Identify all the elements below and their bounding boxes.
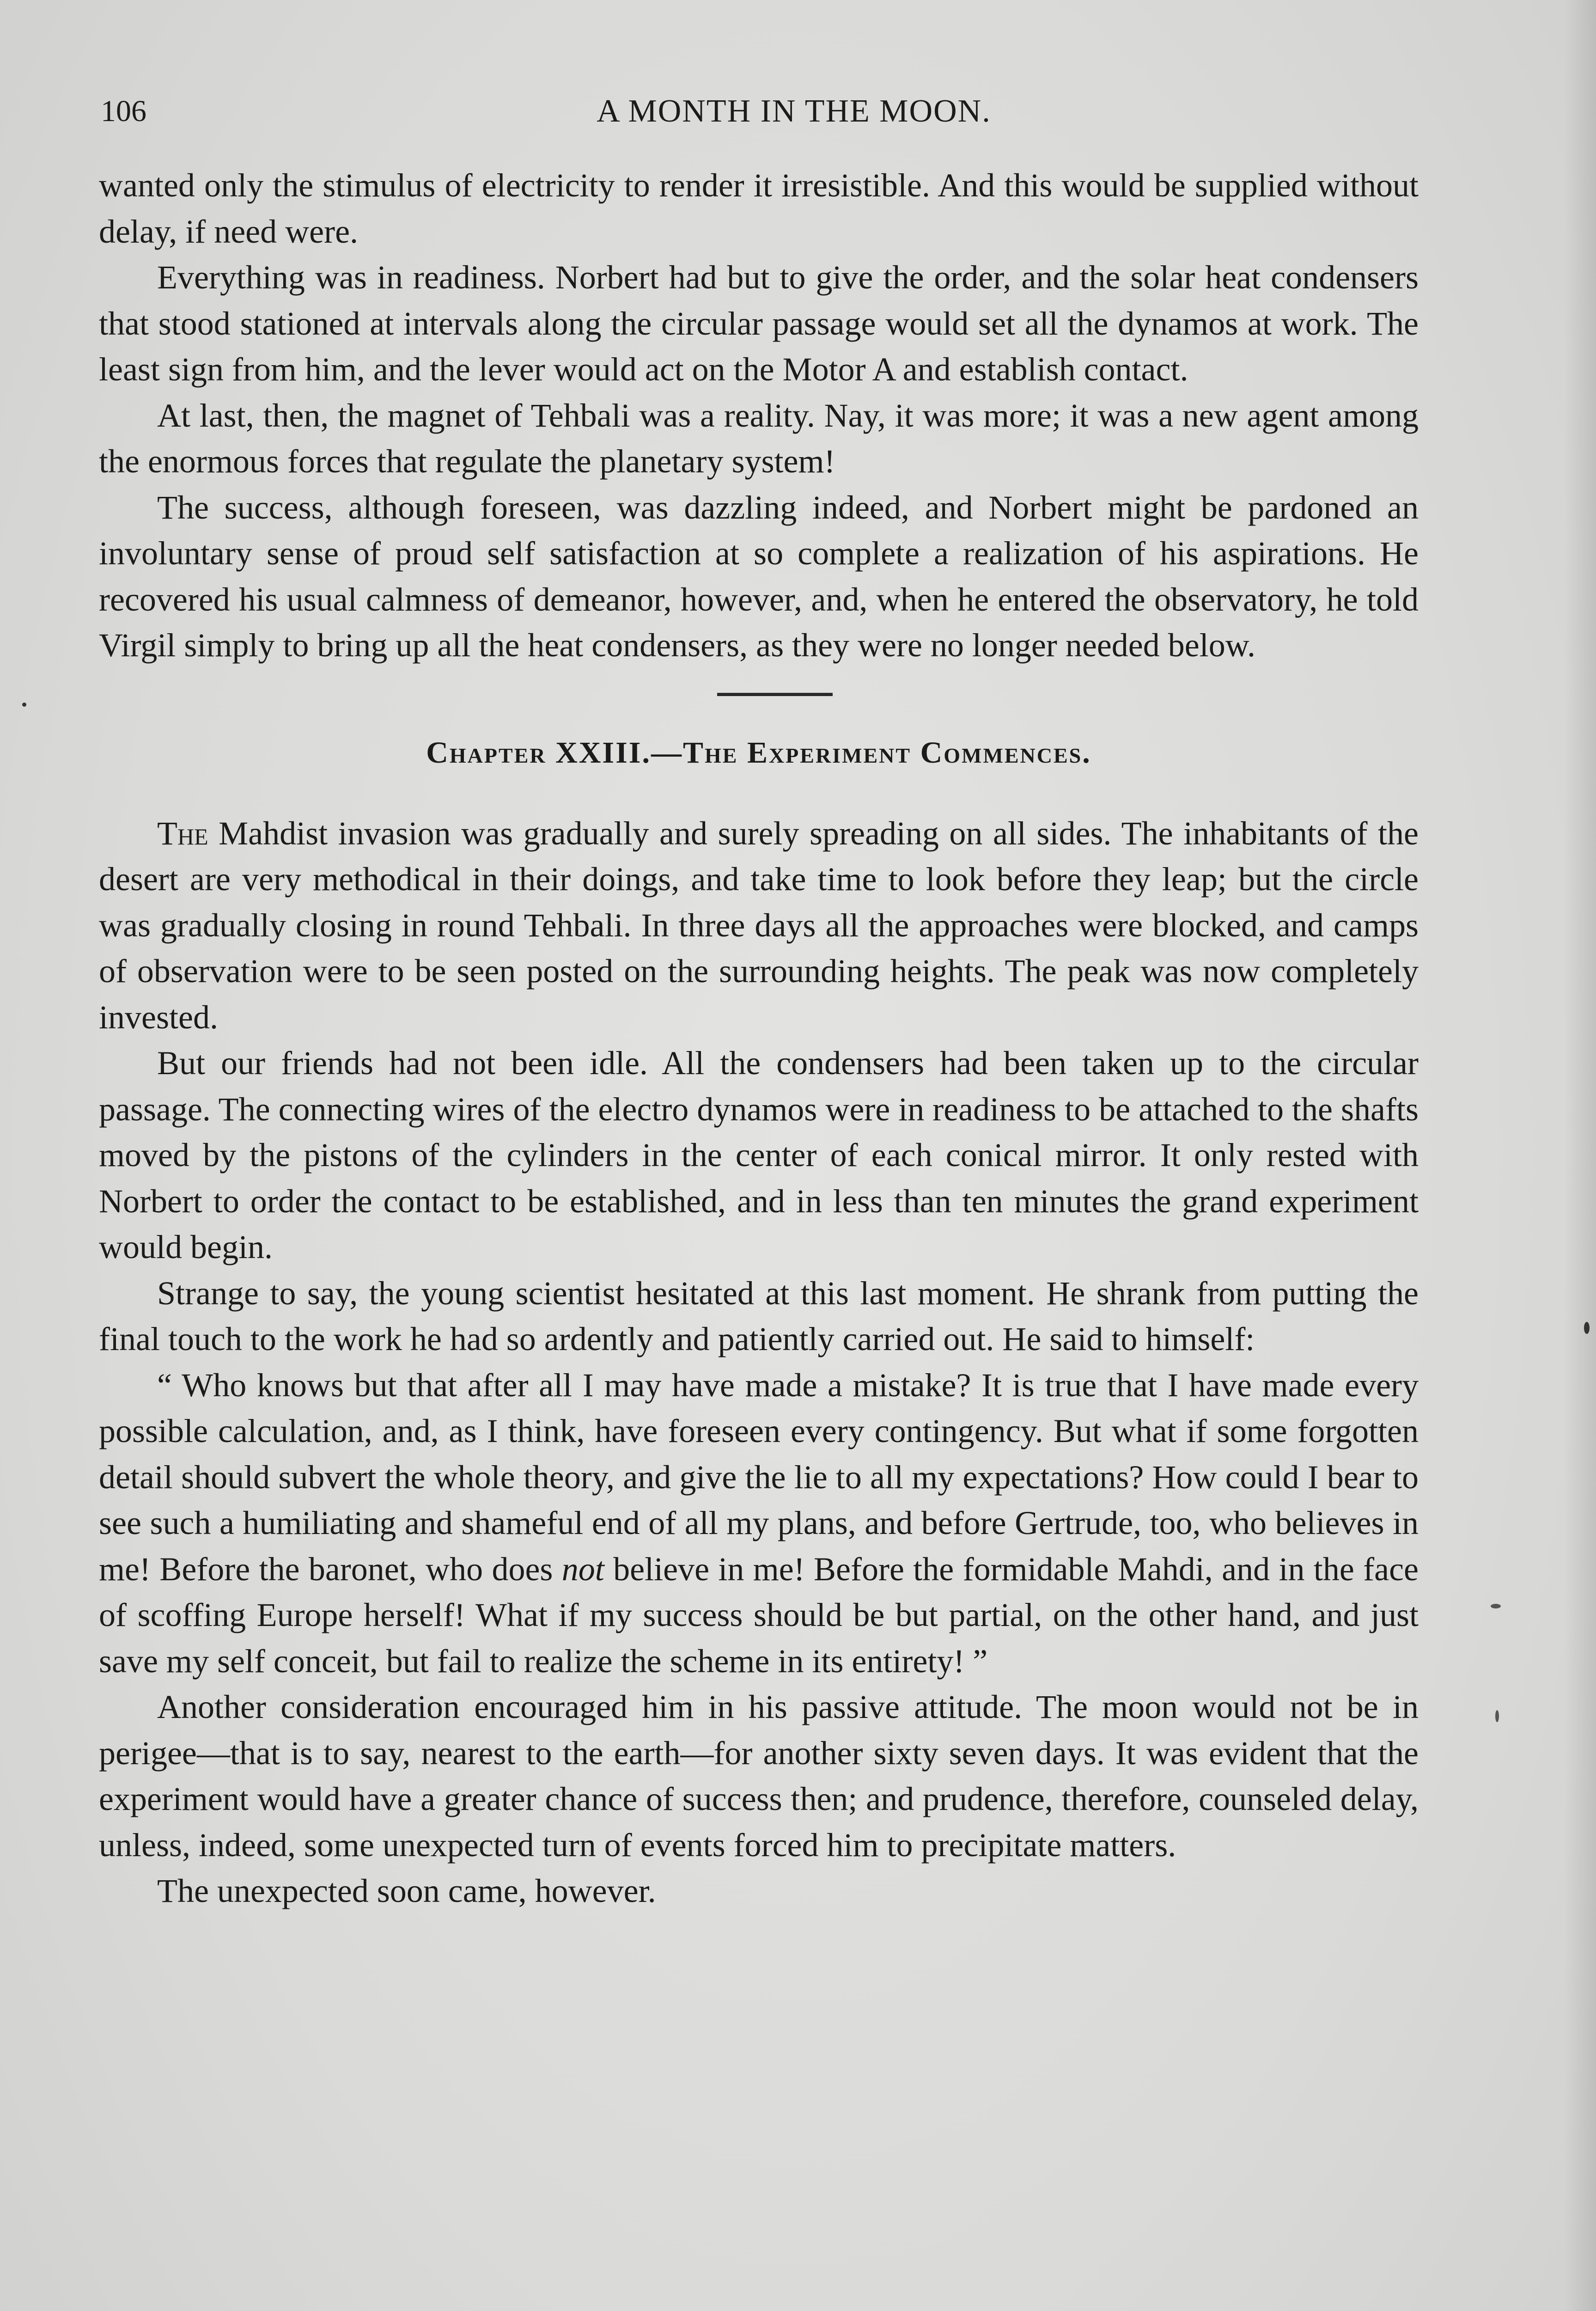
- paragraph: wanted only the stimulus of electricity to render it irresistible. And this would be supplied without delay, if need were.: [99, 167, 1419, 250]
- page-header: [101, 91, 1487, 132]
- running-title: A MONTH IN THE MOON.: [597, 93, 991, 129]
- print-speck: [1491, 1604, 1501, 1608]
- emphasis: not: [561, 1550, 604, 1588]
- paragraph: Another consideration encouraged him in his passive attitude. The moon would not be in perigee—that is to say, nearest to the earth—for another sixty seven days. It was evident that the experiment would have a greater chance of success then; and prudence, therefore, counseled delay, unless, indeed, some unexpected turn of events forced him to precipitate matters.: [99, 1688, 1419, 1864]
- print-speck: [22, 703, 26, 707]
- page-edge-shadow: [1564, 0, 1596, 2311]
- page-number: 106: [101, 94, 146, 128]
- body-text: [99, 163, 1419, 1914]
- quote-text: “ Who knows but that after all I may have made a mistake? It is true that I have made every possible calculation, and, as I think, have foreseen every contingency. But what if some forgotten detail should subvert the whole theory, and give the lie to all my expectations? How could I bear to see such a humiliating and shameful end of all my plans, and before Gertrude, too, who believes in me! Before the baronet, who does: [99, 1366, 1419, 1588]
- paragraph: The unexpected soon came, however.: [157, 1872, 656, 1909]
- chapter-heading: Chapter XXIII.—The Experiment Commences.: [426, 735, 1091, 770]
- paragraph: Strange to say, the young scientist hesitated at this last moment. He shrank from putting the final touch to the work he had so ardently and patiently carried out. He said to himself:: [99, 1274, 1419, 1357]
- paragraph: At last, then, the magnet of Tehbali was a reality. Nay, it was more; it was a new agent among the enormous forces that regulate the planetary system!: [99, 397, 1419, 480]
- paragraph-text: Mahdist invasion was gradually and surely spreading on all sides. The inhabitants of the desert are very methodical in their doings, and take time to look before they leap; but the circle was gradually closing in round Tehbali. In three days all the approaches were blocked, and camps of observation were to be seen posted on the surrounding heights. The peak was now completely invested.: [99, 814, 1419, 1036]
- print-speck: [1584, 1322, 1590, 1334]
- quoted-paragraph: [99, 1363, 1419, 1685]
- paragraph: [99, 811, 1419, 1041]
- quote-text: believe in me! Before the formidable Mahdi, and in the face of scoffing Europe herself! What if my success should be but partial, on the other hand, and just save my self conceit, but fail to realize the scheme in its entirety! ”: [99, 1550, 1419, 1680]
- section-divider: [99, 669, 1419, 732]
- paragraph: Everything was in readiness. Norbert had but to give the order, and the solar heat condensers that stood stationed at intervals along the circular passage would set all the dynamos at work. The least sign from him, and the lever would act on the Motor A and establish contact.: [99, 259, 1419, 388]
- divider-rule: [717, 693, 833, 696]
- paragraph: The success, although foreseen, was dazzling indeed, and Norbert might be pardoned an involuntary sense of proud self satisfaction at so complete a realization of his aspirations. He recovered his usual calmness of demeanor, however, and, when he entered the observatory, he told Virgil simply to bring up all the heat condensers, as they were no longer needed below.: [99, 489, 1419, 664]
- opening-word: The: [157, 814, 208, 852]
- print-speck: [1495, 1710, 1499, 1722]
- paragraph: But our friends had not been idle. All the condensers had been taken up to the circular passage. The connecting wires of the electro dynamos were in readiness to be attached to the shafts moved by the pistons of the cylinders in the center of each conical mirror. It only rested with Norbert to order the contact to be established, and in less than ten minutes the grand experiment would begin.: [99, 1045, 1419, 1266]
